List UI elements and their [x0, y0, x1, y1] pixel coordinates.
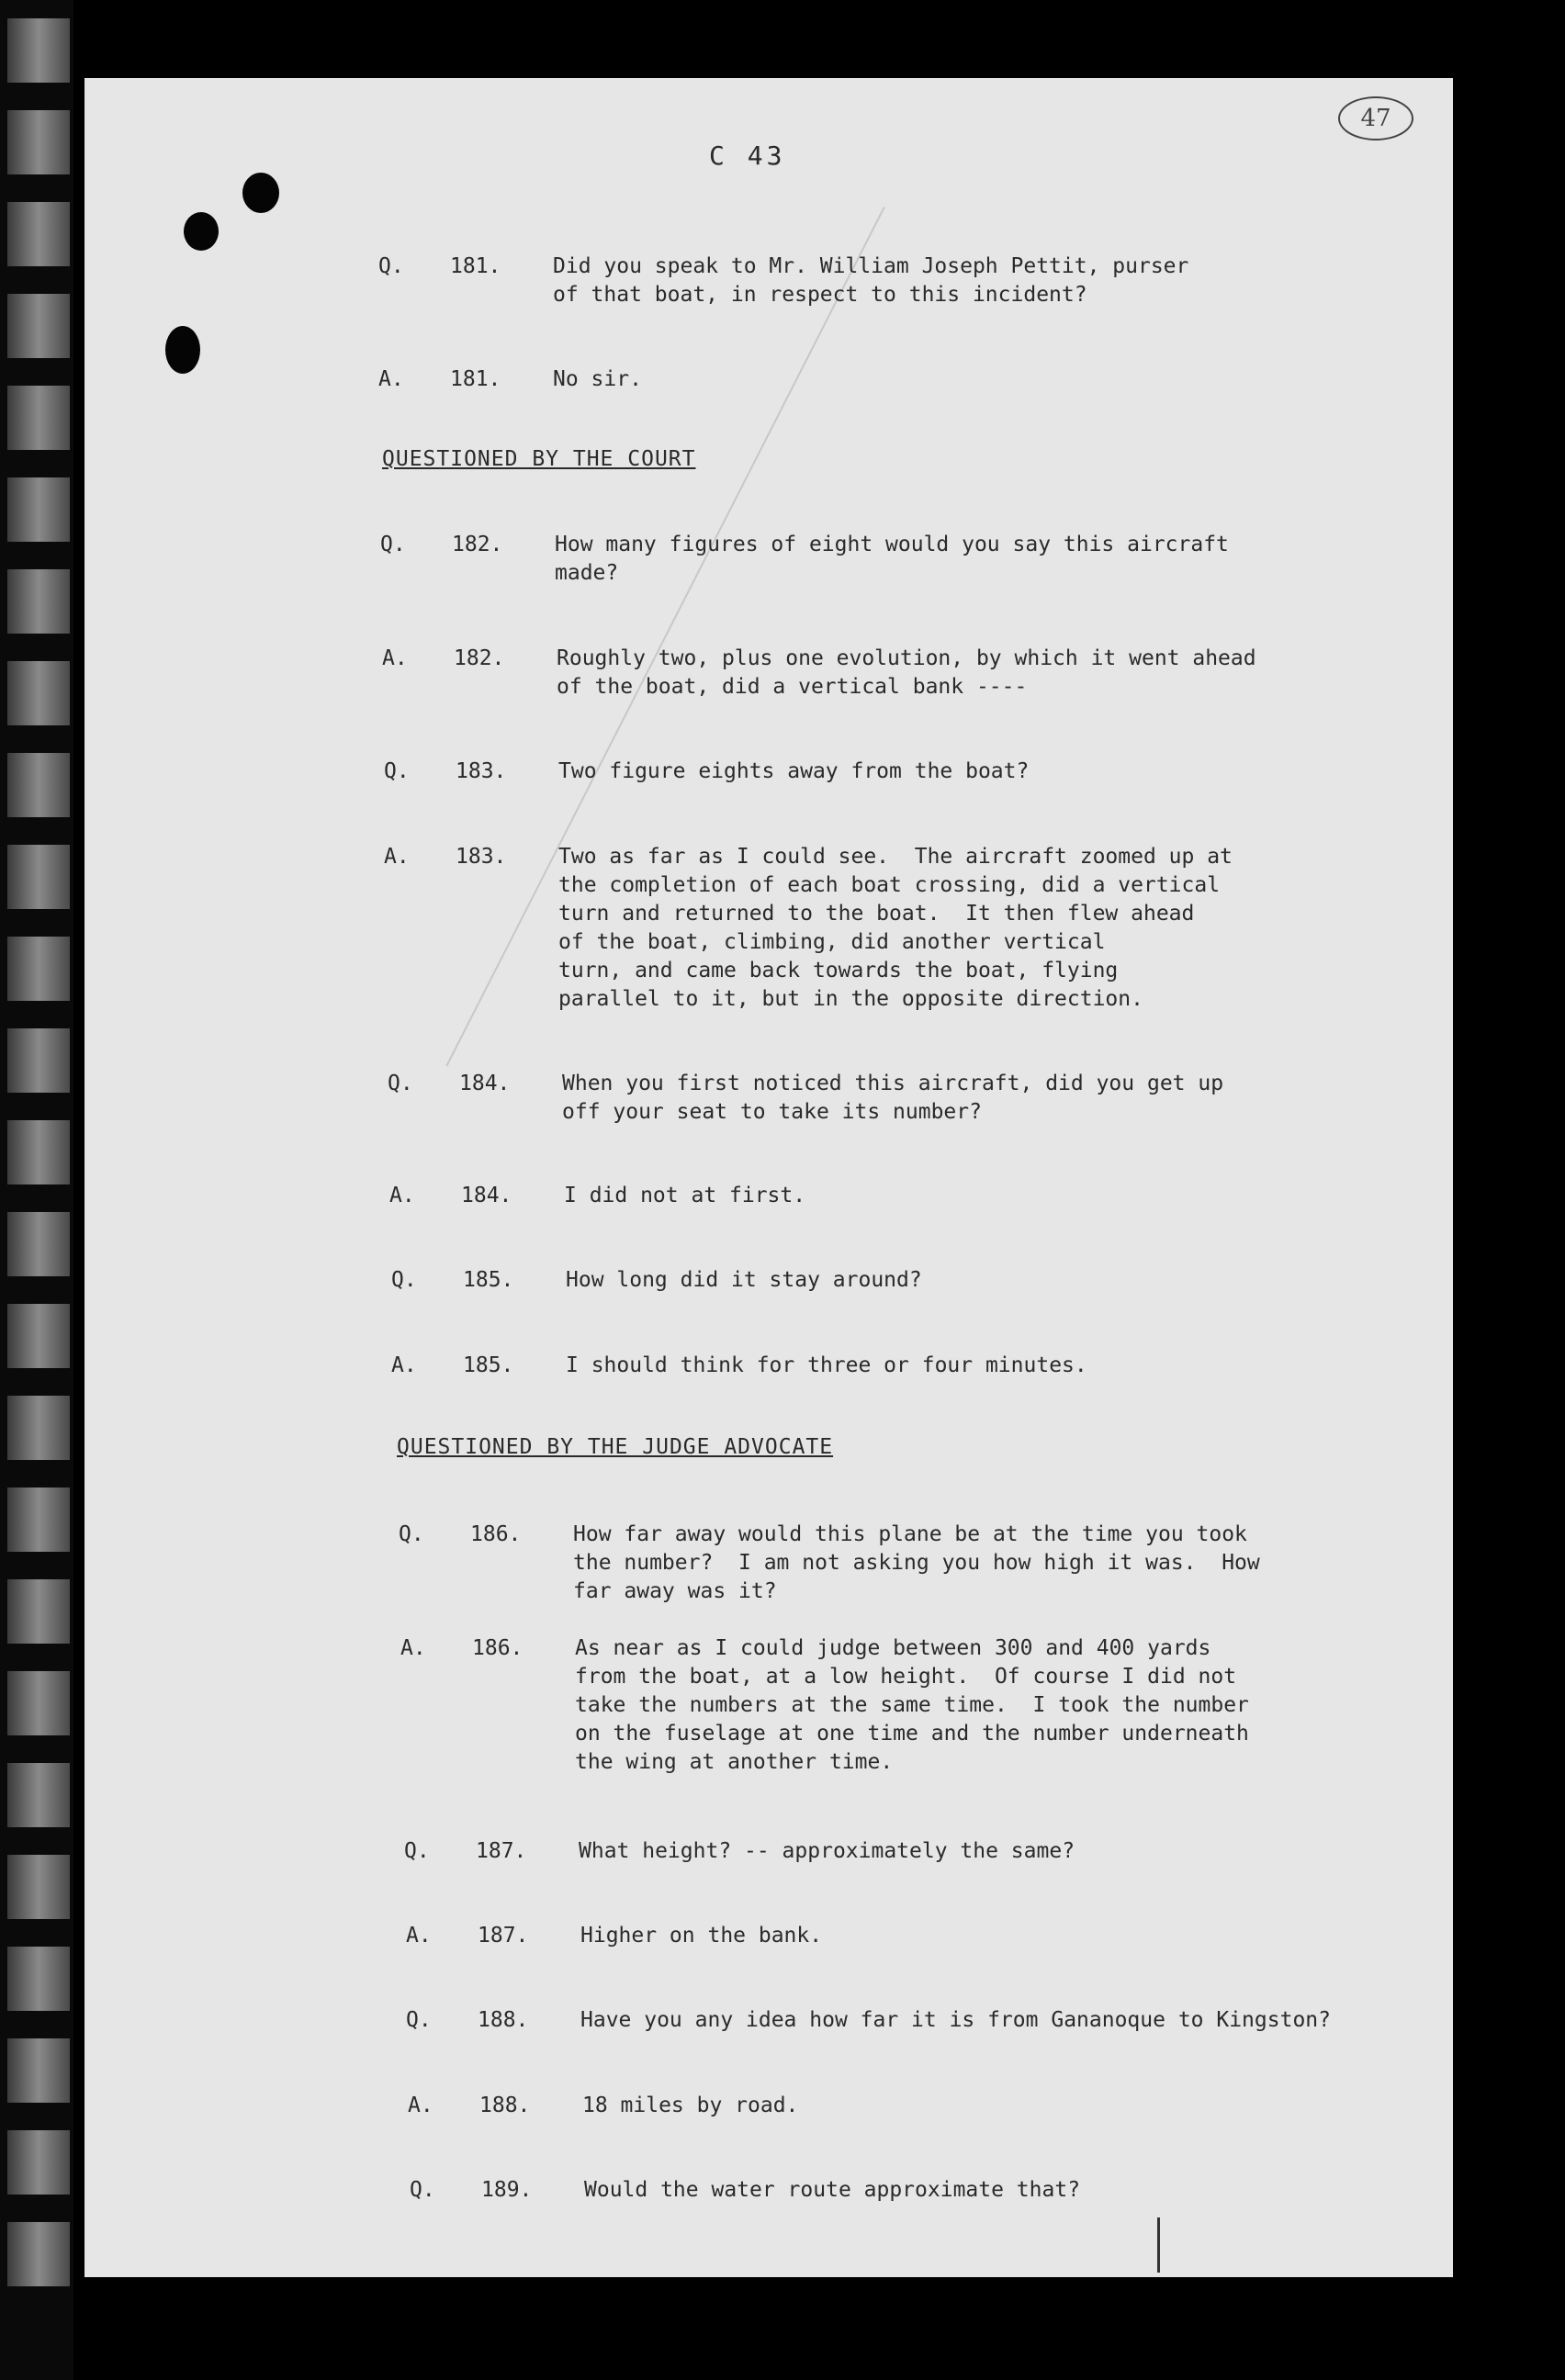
- sprocket-hole: [7, 1488, 70, 1552]
- section-heading: QUESTIONED BY THE COURT: [382, 447, 696, 471]
- sprocket-hole: [7, 1671, 70, 1735]
- entry-number: 186.: [470, 1522, 522, 1546]
- sprocket-hole: [7, 2222, 70, 2286]
- entry-label: Q.: [404, 1839, 430, 1863]
- entry-label: A.: [378, 367, 404, 391]
- entry-number: 184.: [461, 1184, 512, 1207]
- punch-hole: [184, 212, 219, 251]
- sprocket-hole: [7, 1304, 70, 1368]
- sprocket-hole: [7, 753, 70, 817]
- sprocket-hole: [7, 1947, 70, 2011]
- sprocket-hole: [7, 18, 70, 83]
- entry-text: Did you speak to Mr. William Joseph Pettit, purser of that boat, in respect to this incident?: [553, 254, 1189, 307]
- punch-hole: [242, 173, 279, 213]
- entry-label: A.: [389, 1184, 415, 1207]
- entry-number: 185.: [463, 1353, 514, 1377]
- entry-number: 188.: [479, 2094, 531, 2117]
- entry-number: 182.: [452, 533, 503, 556]
- entry-text: No sir.: [553, 367, 642, 391]
- entry-label: A.: [408, 2094, 433, 2117]
- entry-label: A.: [391, 1353, 417, 1377]
- entry-label: Q.: [378, 254, 404, 278]
- sprocket-hole: [7, 202, 70, 266]
- page-stamp: 47: [1338, 96, 1413, 140]
- sprocket-hole: [7, 1855, 70, 1919]
- entry-label: Q.: [380, 533, 406, 556]
- entry-number: 183.: [456, 759, 507, 783]
- entry-number: 184.: [459, 1072, 511, 1095]
- punch-hole: [165, 326, 200, 374]
- sprocket-hole: [7, 2038, 70, 2103]
- sprocket-hole: [7, 937, 70, 1001]
- sprocket-hole: [7, 1579, 70, 1644]
- entry-text: How long did it stay around?: [566, 1268, 922, 1292]
- sprocket-hole: [7, 1763, 70, 1827]
- entry-text: Would the water route approximate that?: [584, 2178, 1081, 2202]
- entry-text: How far away would this plane be at the time you took the number? I am not asking you how high it was. How far away was it?: [573, 1522, 1260, 1603]
- entry-number: 186.: [472, 1636, 524, 1660]
- entry-text: What height? -- approximately the same?: [579, 1839, 1075, 1863]
- entry-text: Higher on the bank.: [580, 1924, 823, 1948]
- entry-number: 188.: [478, 2008, 529, 2032]
- entry-label: Q.: [388, 1072, 413, 1095]
- entry-text: When you first noticed this aircraft, did you get up off your seat to take its number?: [562, 1072, 1224, 1124]
- sprocket-hole: [7, 845, 70, 909]
- sprocket-hole: [7, 1212, 70, 1276]
- entry-number: 181.: [450, 367, 501, 391]
- film-edge: [0, 0, 73, 2380]
- entry-number: 187.: [476, 1839, 527, 1863]
- entry-text: As near as I could judge between 300 and 400 yards from the boat, at a low height. Of course I did not take the numbers at the same time. I took the number on the fuselage at one time and the number underneath the wing at another time.: [575, 1636, 1249, 1774]
- entry-text: How many figures of eight would you say this aircraft made?: [555, 533, 1229, 585]
- sprocket-hole: [7, 1028, 70, 1093]
- sprocket-hole: [7, 1396, 70, 1460]
- entry-label: A.: [406, 1924, 432, 1948]
- entry-text: Two as far as I could see. The aircraft zoomed up at the completion of each boat crossing, did a vertical turn and returned to the boat. It then flew ahead of the boat, climbing, did another vertical turn, and came back towards the boat, flying parallel to it, but in the opposite direction.: [558, 845, 1233, 1011]
- sprocket-hole: [7, 1120, 70, 1184]
- sprocket-hole: [7, 661, 70, 725]
- entry-label: Q.: [399, 1522, 424, 1546]
- entry-number: 183.: [456, 845, 507, 869]
- page-number: C 43: [709, 140, 786, 171]
- entry-number: 182.: [454, 646, 505, 670]
- entry-number: 187.: [478, 1924, 529, 1948]
- sprocket-hole: [7, 2130, 70, 2195]
- entry-label: Q.: [391, 1268, 417, 1292]
- sprocket-hole: [7, 569, 70, 634]
- entry-number: 185.: [463, 1268, 514, 1292]
- entry-label: Q.: [406, 2008, 432, 2032]
- entry-label: Q.: [384, 759, 410, 783]
- entry-label: Q.: [410, 2178, 435, 2202]
- entry-text: 18 miles by road.: [582, 2094, 799, 2117]
- sprocket-hole: [7, 294, 70, 358]
- sprocket-hole: [7, 110, 70, 174]
- entry-number: 189.: [481, 2178, 533, 2202]
- section-heading: QUESTIONED BY THE JUDGE ADVOCATE: [397, 1435, 834, 1459]
- sprocket-hole: [7, 477, 70, 542]
- entry-label: A.: [384, 845, 410, 869]
- entry-text: Two figure eights away from the boat?: [558, 759, 1030, 783]
- entry-text: I should think for three or four minutes.: [566, 1353, 1087, 1377]
- pen-mark: [1157, 2217, 1160, 2273]
- entry-label: A.: [382, 646, 408, 670]
- entry-text: Roughly two, plus one evolution, by which it went ahead of the boat, did a vertical bank ----: [557, 646, 1256, 699]
- sprocket-hole: [7, 386, 70, 450]
- entry-label: A.: [400, 1636, 426, 1660]
- entry-number: 181.: [450, 254, 501, 278]
- document-page: [84, 78, 1453, 2277]
- entry-text: I did not at first.: [564, 1184, 806, 1207]
- entry-text: Have you any idea how far it is from Gananoque to Kingston?: [580, 2008, 1331, 2032]
